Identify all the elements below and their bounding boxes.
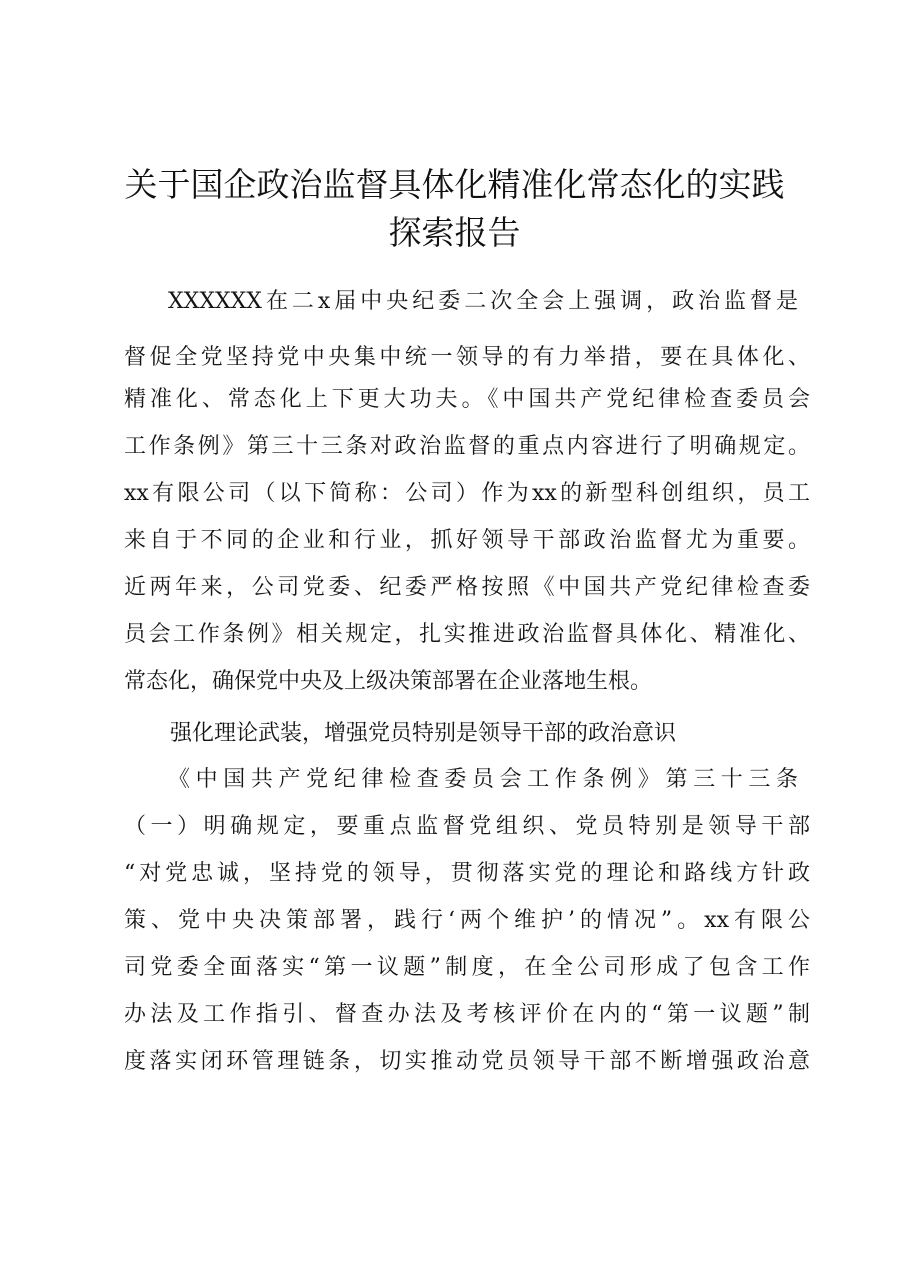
section-heading: 强化理论武装，增强党员特别是领导干部的政治意识 — [170, 721, 677, 746]
document-title-line-2: 探索报告 — [388, 213, 521, 252]
paragraph-2-line: 办法及工作指引、督查办法及考核评价在内的“第一议题”制 — [124, 1002, 810, 1027]
paragraph-2-line: “对党忠诚，坚持党的领导，贯彻落实党的理论和路线方针政 — [124, 861, 810, 886]
paragraph-2-line: 司党委全面落实“第一议题”制度，在全公司形成了包含工作 — [124, 955, 810, 980]
paragraph-1-line: 督促全党坚持党中央集中统一领导的有力举措，要在具体化、 — [124, 345, 810, 370]
paragraph-1-line: 来自于不同的企业和行业，抓好领导干部政治监督尤为重要。 — [124, 528, 810, 553]
paragraph-2-line: 《中国共产党纪律检查委员会工作条例》第三十三条 — [168, 767, 798, 792]
paragraph-2-line: 度落实闭环管理链条，切实推动党员领导干部不断增强政治意 — [124, 1049, 810, 1074]
paragraph-1-line: 近两年来，公司党委、纪委严格按照《中国共产党纪律检查委 — [124, 575, 810, 600]
paragraph-1-line: XXXXXX在二x届中央纪委二次全会上强调，政治监督是 — [168, 289, 798, 314]
paragraph-1-line: xx有限公司（以下简称：公司）作为xx的新型科创组织，员工 — [124, 481, 810, 506]
paragraph-1-line: 员会工作条例》相关规定，扎实推进政治监督具体化、精准化、 — [124, 622, 810, 647]
paragraph-1-line: 工作条例》第三十三条对政治监督的重点内容进行了明确规定。 — [124, 434, 810, 459]
paragraph-2-line: 策、党中央决策部署，践行‘两个维护’的情况”。xx有限公 — [124, 908, 810, 933]
paragraph-2-line: （一）明确规定，要重点监督党组织、党员特别是领导干部 — [124, 814, 810, 839]
paragraph-1-line: 精准化、常态化上下更大功夫。《中国共产党纪律检查委员会 — [124, 387, 810, 412]
paragraph-1-line: 常态化，确保党中央及上级决策部署在企业落地生根。 — [124, 669, 653, 694]
document-title-line-1: 关于国企政治监督具体化精准化常态化的实践 — [124, 165, 785, 204]
